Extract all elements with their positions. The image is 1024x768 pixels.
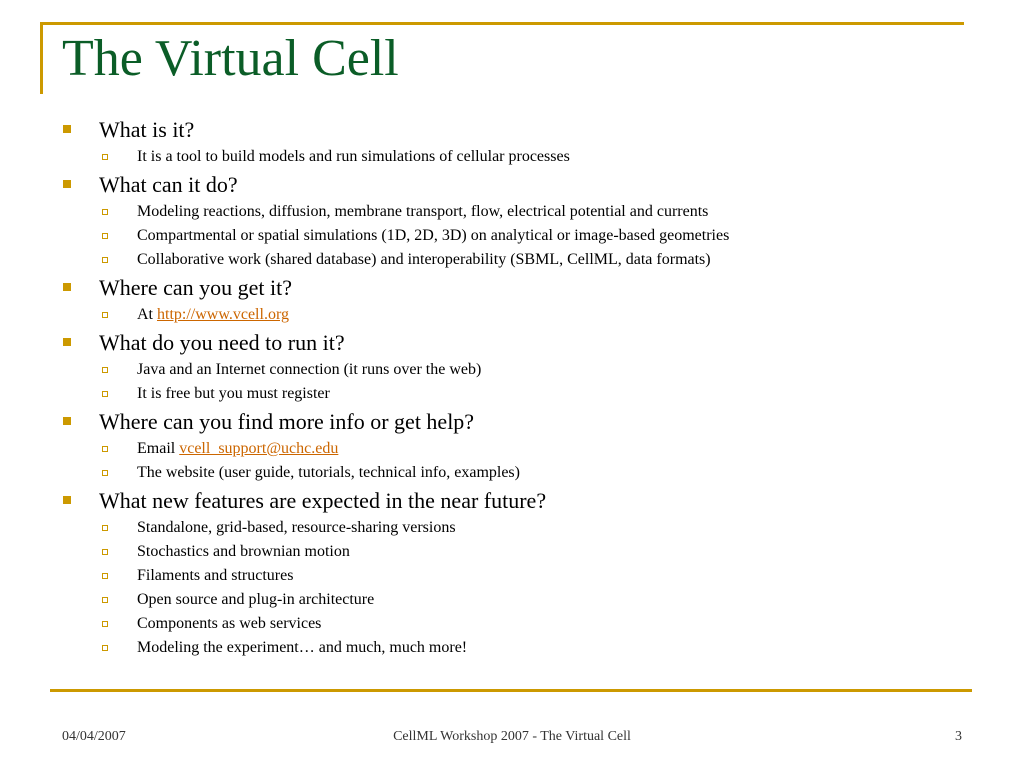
square-bullet-icon xyxy=(63,417,71,425)
footer-divider xyxy=(50,689,972,692)
list-item-text: It is a tool to build models and run simulations of cellular processes xyxy=(137,148,570,165)
section-heading-new-features xyxy=(60,485,980,516)
list-item xyxy=(60,540,980,564)
section-heading-what-can-it-do xyxy=(60,169,980,200)
footer-title: CellML Workshop 2007 - The Virtual Cell xyxy=(393,729,631,744)
list-item-text: Modeling reactions, diffusion, membrane transport, flow, electrical potential and currents xyxy=(137,203,709,220)
list-item xyxy=(60,588,980,612)
section-heading-text: What do you need to run it? xyxy=(99,330,345,355)
list-item-text: Open source and plug-in architecture xyxy=(137,591,375,608)
section-heading-text: Where can you get it? xyxy=(99,275,293,300)
hollow-square-bullet-icon xyxy=(102,645,108,651)
list-item-text: Collaborative work (shared database) and interoperability (SBML, CellML, data formats) xyxy=(137,251,711,268)
hollow-square-bullet-icon xyxy=(102,621,108,627)
list-item xyxy=(60,564,980,588)
list-item-text: Standalone, grid-based, resource-sharing versions xyxy=(137,519,456,536)
list-item-text: Modeling the experiment… and much, much more! xyxy=(137,639,468,656)
list-item xyxy=(60,358,980,382)
section-heading-where-get-it xyxy=(60,272,980,303)
hollow-square-bullet-icon xyxy=(102,549,108,555)
hollow-square-bullet-icon xyxy=(102,257,108,263)
list-item-text: Java and an Internet connection (it runs over the web) xyxy=(137,361,482,378)
hollow-square-bullet-icon xyxy=(102,597,108,603)
list-item xyxy=(60,382,980,406)
slide-title: The Virtual Cell xyxy=(62,30,399,87)
hollow-square-bullet-icon xyxy=(102,391,108,397)
section-heading-what-need xyxy=(60,327,980,358)
list-item-text: The website (user guide, tutorials, technical info, examples) xyxy=(137,464,520,481)
list-item xyxy=(60,303,980,327)
list-item xyxy=(60,612,980,636)
list-item-text: Stochastics and brownian motion xyxy=(137,543,350,560)
hollow-square-bullet-icon xyxy=(102,446,108,452)
hollow-square-bullet-icon xyxy=(102,470,108,476)
square-bullet-icon xyxy=(63,496,71,504)
title-accent-bar-vertical xyxy=(40,22,43,94)
square-bullet-icon xyxy=(63,125,71,133)
square-bullet-icon xyxy=(63,180,71,188)
hollow-square-bullet-icon xyxy=(102,209,108,215)
list-item-text: Filaments and structures xyxy=(137,567,294,584)
hollow-square-bullet-icon xyxy=(102,367,108,373)
list-item-prefix: At xyxy=(137,306,157,323)
list-item xyxy=(60,224,980,248)
hollow-square-bullet-icon xyxy=(102,573,108,579)
list-item xyxy=(60,200,980,224)
support-email-link[interactable]: vcell_support@uchc.edu xyxy=(179,440,339,457)
list-item xyxy=(60,248,980,272)
vcell-website-link[interactable]: http://www.vcell.org xyxy=(157,306,289,323)
hollow-square-bullet-icon xyxy=(102,312,108,318)
section-heading-text: What can it do? xyxy=(99,172,238,197)
list-item xyxy=(60,437,980,461)
slide-content xyxy=(60,114,980,660)
list-item-text: It is free but you must register xyxy=(137,385,330,402)
list-item-prefix: Email xyxy=(137,440,180,457)
footer-date: 04/04/2007 xyxy=(62,729,126,744)
hollow-square-bullet-icon xyxy=(102,525,108,531)
section-heading-what-is-it xyxy=(60,114,980,145)
hollow-square-bullet-icon xyxy=(102,154,108,160)
list-item-text: Components as web services xyxy=(137,615,322,632)
section-heading-text: Where can you find more info or get help? xyxy=(99,409,475,434)
section-heading-more-info xyxy=(60,406,980,437)
title-accent-bar-horizontal xyxy=(40,22,964,25)
list-item xyxy=(60,145,980,169)
square-bullet-icon xyxy=(63,283,71,291)
section-heading-text: What new features are expected in the near future? xyxy=(99,488,547,513)
list-item xyxy=(60,636,980,660)
list-item-text: Compartmental or spatial simulations (1D, 2D, 3D) on analytical or image-based geometries xyxy=(137,227,730,244)
list-item xyxy=(60,461,980,485)
page-number: 3 xyxy=(955,729,962,744)
hollow-square-bullet-icon xyxy=(102,233,108,239)
section-heading-text: What is it? xyxy=(99,117,195,142)
list-item xyxy=(60,516,980,540)
square-bullet-icon xyxy=(63,338,71,346)
